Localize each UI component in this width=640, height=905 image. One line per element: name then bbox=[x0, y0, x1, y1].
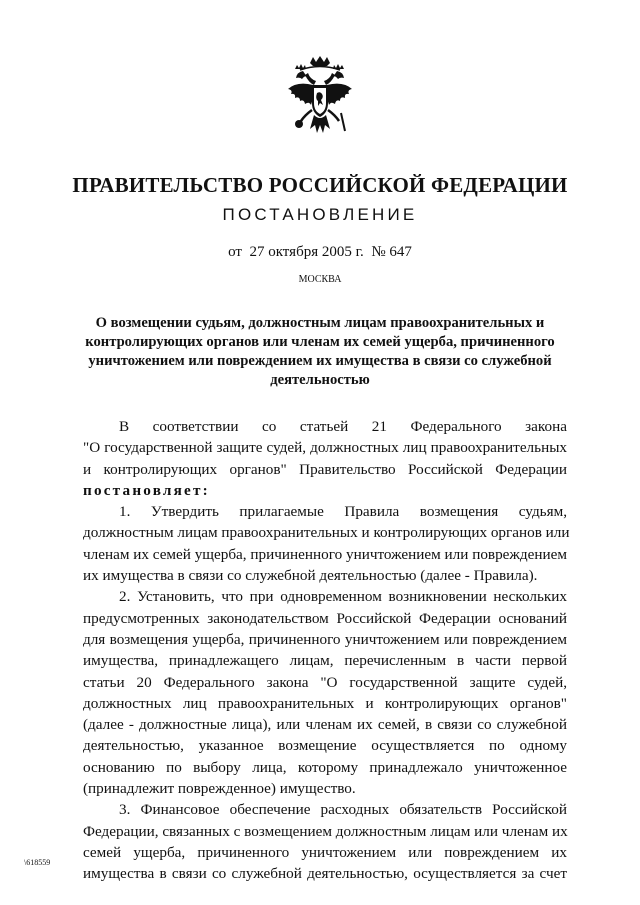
document-number: № 647 bbox=[371, 244, 412, 260]
body-line: (далее - должностные лица), или членам их семей, в связи со служебной bbox=[83, 716, 567, 734]
body-line: членам их семей ущерба, причиненного уничтожением или повреждением bbox=[83, 545, 567, 563]
coat-of-arms-icon bbox=[283, 55, 357, 141]
document-type: ПОСТАНОВЛЕНИЕ bbox=[222, 205, 418, 224]
body-line: для возмещения ущерба, причиненного уничтожением или повреждением bbox=[83, 630, 567, 648]
body-line: предусмотренных законодательством Российской Федерации оснований bbox=[83, 609, 567, 627]
document-date: 27 октября 2005 г. bbox=[249, 244, 364, 260]
body-line: основанию по выбору лица, которому принадлежало уничтоженное bbox=[83, 758, 567, 776]
body-line: Федерации, связанных с возмещением должностным лицам или членам их bbox=[83, 822, 568, 840]
body-line: должностных лиц правоохранительных и контролирующих органов" bbox=[83, 694, 567, 712]
body-line: 1. Утвердить прилагаемые Правила возмещения судьям, bbox=[119, 503, 567, 521]
document-city: МОСКВА bbox=[298, 274, 342, 285]
body-line: семей ущерба, причиненного уничтожением или повреждением их bbox=[83, 843, 567, 861]
subject-line: уничтожением или повреждением их имущества в связи со служебной bbox=[88, 353, 552, 369]
body-line: и контролирующих органов" Правительство Российской Федерации bbox=[83, 460, 567, 478]
body-line: имущества, принадлежащего лицам, перечисленным в части первой bbox=[83, 652, 567, 670]
government-title: ПРАВИТЕЛЬСТВО РОССИЙСКОЙ ФЕДЕРАЦИИ bbox=[72, 173, 568, 197]
body-line: 2. Установить, что при одновременном возникновении нескольких bbox=[119, 588, 567, 606]
body-line: В соответствии со статьей 21 Федерального закона bbox=[119, 418, 567, 435]
body-line: имущества в связи со служебной деятельностью, осуществляется за счет bbox=[83, 865, 567, 883]
subject-line: О возмещении судьям, должностным лицам правоохранительных и bbox=[95, 315, 545, 331]
body-line: 3. Финансовое обеспечение расходных обязательств Российской bbox=[119, 801, 567, 819]
body-line: деятельностью, указанное возмещение осуществляется по одному bbox=[83, 737, 567, 755]
document-body bbox=[83, 416, 570, 885]
body-line: их имущества в связи со служебной деятельностью (далее - Правила). bbox=[83, 567, 538, 585]
body-line: должностным лицам правоохранительных и контролирующих органов или bbox=[83, 524, 570, 542]
body-line: "О государственной защите судей, должностных лиц правоохранительных bbox=[83, 439, 567, 457]
subject-line: контролирующих органов или членам их семей ущерба, причиненного bbox=[85, 334, 555, 350]
document-code: \618559 bbox=[24, 858, 51, 867]
date-line bbox=[0, 244, 640, 261]
body-line: (принадлежит поврежденное) имущество. bbox=[83, 780, 356, 798]
document-subject bbox=[80, 314, 560, 390]
subject-line: деятельностью bbox=[270, 372, 370, 388]
date-prefix: от bbox=[228, 244, 242, 260]
resolution-keyword: постановляет: bbox=[83, 481, 210, 499]
body-line: статьи 20 Федерального закона "О государственной защите судей, bbox=[83, 673, 567, 691]
